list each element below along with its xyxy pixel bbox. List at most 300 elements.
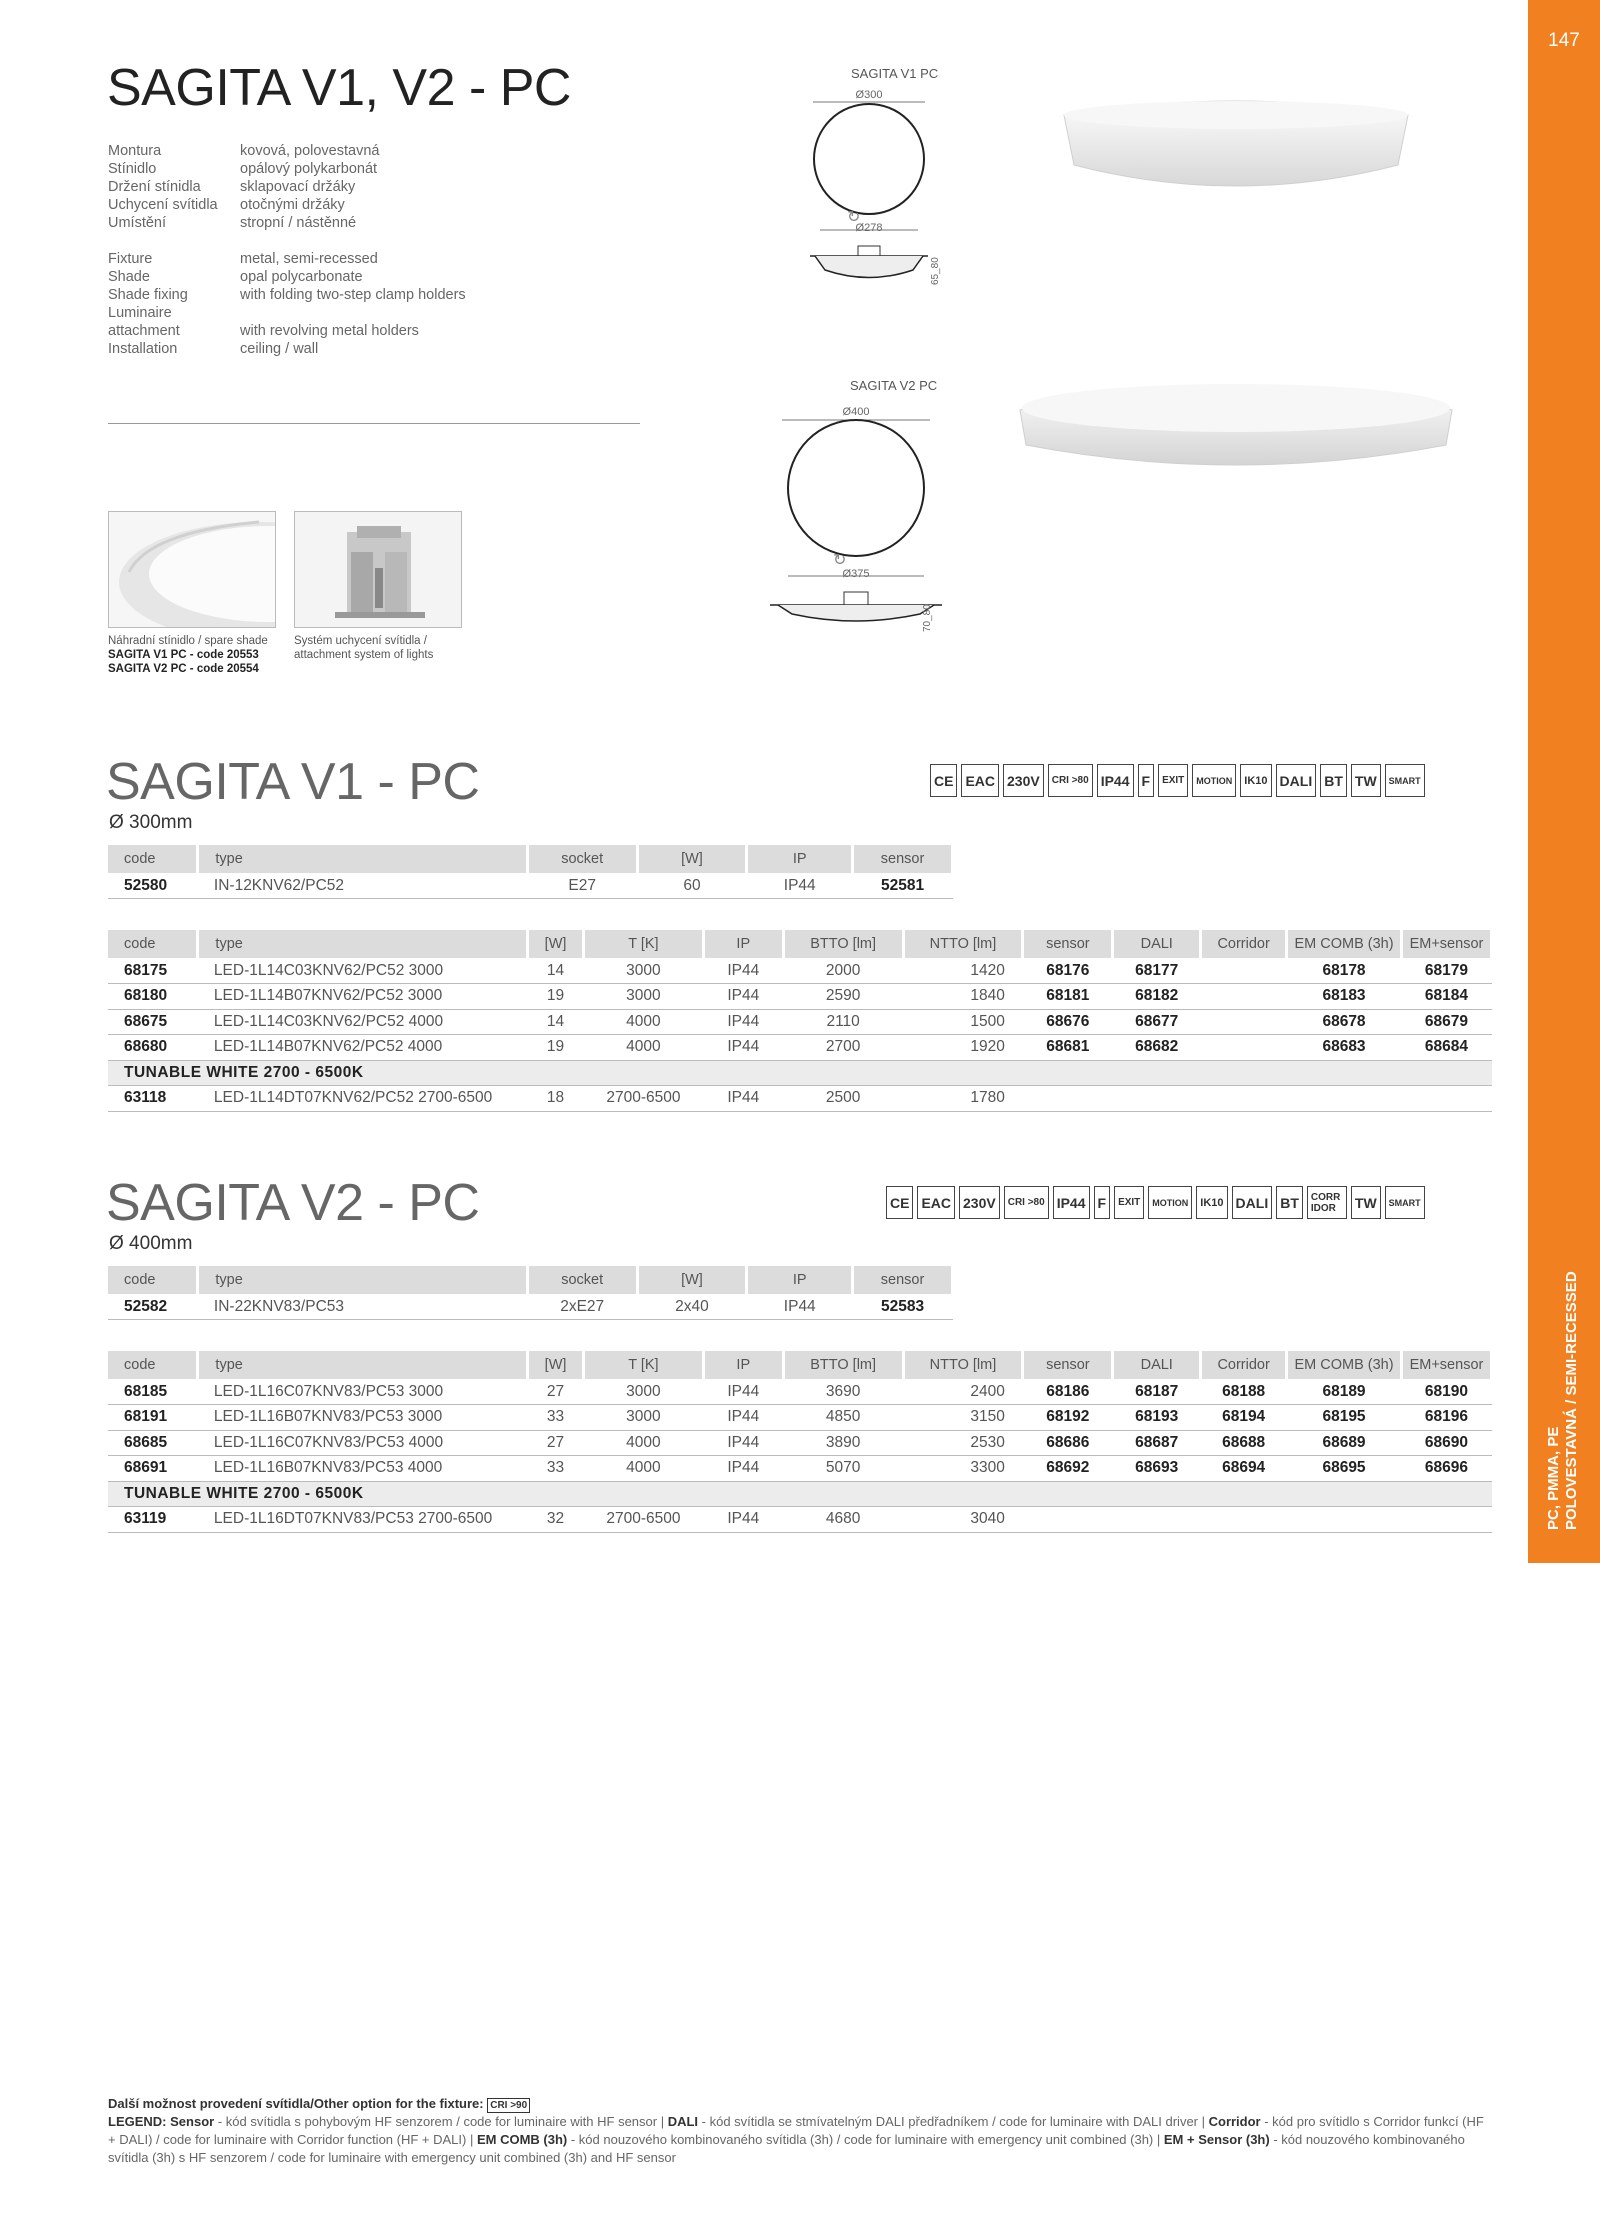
cell-dali: 68193 — [1113, 1405, 1201, 1431]
cell-watts: 19 — [528, 1035, 584, 1061]
cell-dali: 68687 — [1113, 1430, 1201, 1456]
socket-table-v1 — [108, 845, 954, 899]
cell-btto: 2590 — [783, 984, 903, 1010]
separator-line — [108, 423, 640, 424]
spec-row — [108, 160, 466, 178]
spare-shade-thumbnail — [108, 511, 276, 628]
column-header: sensor — [853, 845, 953, 873]
cell-corridor — [1201, 958, 1287, 984]
cell-em-comb — [1287, 1086, 1402, 1112]
column-header: Corridor — [1201, 1351, 1287, 1379]
side-profile — [815, 256, 923, 278]
spec-row — [108, 304, 466, 322]
cell-sensor: 52581 — [853, 873, 953, 899]
cell-ntto: 1420 — [903, 958, 1023, 984]
cell-code: 68680 — [108, 1035, 198, 1061]
cell-em-sensor: 68179 — [1401, 958, 1491, 984]
tunable-white-row — [108, 1481, 1492, 1507]
voltage-230v-icon: 230V — [959, 1186, 1000, 1219]
cell-code: 68675 — [108, 1009, 198, 1035]
spec-label: attachment — [108, 323, 180, 339]
ce-icon: CE — [930, 764, 957, 797]
legend-text: - kód nouzového kombinovaného svítidla (3h) / code for luminaire with emergency unit combined (3h) | — [567, 2132, 1164, 2147]
column-header: sensor — [1023, 1351, 1113, 1379]
caption-line: Náhradní stínidlo / spare shade — [108, 635, 268, 647]
cell-dali — [1113, 1507, 1201, 1533]
spec-label: Uchycení svítidla — [108, 197, 218, 213]
cell-ntto: 1780 — [903, 1086, 1023, 1112]
spec-value: with revolving metal holders — [240, 323, 419, 339]
tunable-white-label: TUNABLE WHITE 2700 - 6500K — [108, 1481, 1492, 1507]
cell-em-comb: 68695 — [1287, 1456, 1402, 1482]
cell-btto: 3890 — [783, 1430, 903, 1456]
cell-temp: 4000 — [584, 1009, 704, 1035]
cell-watts: 60 — [637, 873, 747, 899]
cell-ip: IP44 — [703, 984, 783, 1010]
tunable-white-icon: TW — [1351, 1186, 1381, 1219]
column-header: code — [108, 845, 198, 873]
table-row — [108, 1430, 1492, 1456]
diagram-v2-label: SAGITA V2 PC — [850, 378, 938, 393]
cell-corridor: 68688 — [1201, 1430, 1287, 1456]
cell-dali: 68177 — [1113, 958, 1201, 984]
column-header: IP — [703, 930, 783, 958]
legend-text: - kód svítidla se stmívatelným DALI předřadníkem / code for luminaire with DALI driver | — [698, 2114, 1209, 2129]
cell-temp: 3000 — [584, 958, 704, 984]
bluetooth-icon: BT — [1276, 1186, 1303, 1219]
cell-temp: 3000 — [584, 984, 704, 1010]
cell-socket: E27 — [527, 873, 637, 899]
legend-label: LEGEND: — [108, 2114, 167, 2129]
spec-label: Luminaire — [108, 305, 172, 321]
spec-row — [108, 142, 466, 160]
section-title-v2: SAGITA V2 - PC — [106, 1174, 480, 1232]
cell-em-sensor — [1401, 1507, 1491, 1533]
page-title: SAGITA V1, V2 - PC — [107, 59, 571, 117]
diagram-v2 — [770, 400, 950, 640]
specs-block — [108, 142, 466, 358]
rotate-icon: ↻ — [833, 552, 847, 569]
tunable-white-label: TUNABLE WHITE 2700 - 6500K — [108, 1060, 1492, 1086]
footer-legend — [108, 2095, 1493, 2167]
cell-sensor: 68681 — [1023, 1035, 1113, 1061]
attachment-system-image — [295, 512, 462, 628]
column-header: DALI — [1113, 930, 1201, 958]
cell-corridor: 68194 — [1201, 1405, 1287, 1431]
holder — [858, 246, 880, 256]
attachment-system-thumbnail — [294, 511, 462, 628]
rotate-icon: ↻ — [847, 209, 861, 226]
column-header: type — [198, 845, 527, 873]
dali-icon: DALI — [1276, 764, 1317, 797]
dimension-cut: Ø278 — [855, 222, 883, 234]
cell-em-sensor: 68690 — [1401, 1430, 1491, 1456]
top-view-circle — [788, 420, 924, 556]
table-row — [108, 1456, 1492, 1482]
legend-term: EM COMB (3h) — [476, 2132, 568, 2147]
spec-value: opálový polykarbonát — [240, 161, 378, 177]
column-header: IP — [747, 845, 853, 873]
f-mark-icon: F — [1138, 764, 1155, 797]
led-table-v2 — [108, 1351, 1493, 1533]
cell-temp: 3000 — [584, 1405, 704, 1431]
cell-watts: 32 — [528, 1507, 584, 1533]
eac-icon: EAC — [961, 764, 999, 797]
cell-em-comb: 68183 — [1287, 984, 1402, 1010]
voltage-230v-icon: 230V — [1003, 764, 1044, 797]
table-header — [108, 1266, 953, 1294]
cell-ntto: 3300 — [903, 1456, 1023, 1482]
cell-ip: IP44 — [703, 958, 783, 984]
ik10-icon: IK10 — [1240, 764, 1271, 797]
column-header: type — [198, 1266, 527, 1294]
table-row — [108, 1405, 1492, 1431]
table-header — [108, 845, 953, 873]
column-header: Corridor — [1201, 930, 1287, 958]
cell-code: 52580 — [108, 873, 198, 899]
table-row — [108, 1086, 1492, 1112]
cell-code: 63119 — [108, 1507, 198, 1533]
page-number: 147 — [1548, 30, 1580, 51]
eac-icon: EAC — [917, 1186, 955, 1219]
cri-icon: CRI >80 — [1048, 764, 1093, 797]
cell-type: LED-1L16B07KNV83/PC53 4000 — [198, 1456, 528, 1482]
cell-btto: 2000 — [783, 958, 903, 984]
cell-temp: 3000 — [584, 1379, 704, 1405]
diameter-v1: Ø 300mm — [109, 812, 193, 833]
ik10-icon: IK10 — [1196, 1186, 1227, 1219]
cell-temp: 4000 — [584, 1430, 704, 1456]
spec-value: otočnými držáky — [240, 197, 345, 213]
cell-sensor: 68186 — [1023, 1379, 1113, 1405]
side-category-label — [1545, 1271, 1581, 1530]
ip44-icon: IP44 — [1053, 1186, 1090, 1219]
table-row — [108, 1294, 953, 1320]
spec-label: Fixture — [108, 251, 153, 267]
spec-row — [108, 340, 466, 358]
caption-line: attachment system of lights — [294, 649, 434, 661]
cell-watts: 27 — [528, 1430, 584, 1456]
diagram-v1-label: SAGITA V1 PC — [851, 66, 939, 81]
spec-label: Montura — [108, 143, 162, 159]
attachment-caption — [294, 634, 433, 662]
legend-text: - kód svítidla s pohybovým HF senzorem / code for luminaire with HF sensor | — [214, 2114, 668, 2129]
section-title-v1: SAGITA V1 - PC — [106, 753, 480, 811]
spec-label: Umístění — [108, 215, 167, 231]
cell-em-sensor: 68684 — [1401, 1035, 1491, 1061]
column-header: sensor — [853, 1266, 953, 1294]
ip44-icon: IP44 — [1097, 764, 1134, 797]
table-row — [108, 1009, 1492, 1035]
cell-watts: 14 — [528, 1009, 584, 1035]
cell-ntto: 1840 — [903, 984, 1023, 1010]
cell-sensor: 68192 — [1023, 1405, 1113, 1431]
legend-term: Corridor — [1208, 2114, 1261, 2129]
spec-row — [108, 178, 466, 196]
diagram-v1 — [790, 80, 950, 290]
cell-sensor: 68176 — [1023, 958, 1113, 984]
column-header: IP — [747, 1266, 853, 1294]
cell-btto: 2110 — [783, 1009, 903, 1035]
f-mark-icon: F — [1094, 1186, 1111, 1219]
cell-code: 68691 — [108, 1456, 198, 1482]
spec-row — [108, 268, 466, 286]
column-header: EM+sensor — [1401, 930, 1491, 958]
column-header: [W] — [528, 1351, 584, 1379]
cell-type: LED-1L14B07KNV62/PC52 4000 — [198, 1035, 528, 1061]
cell-btto: 4850 — [783, 1405, 903, 1431]
cell-em-sensor: 68196 — [1401, 1405, 1491, 1431]
column-header: EM+sensor — [1401, 1351, 1491, 1379]
spare-shade-caption — [108, 634, 268, 676]
column-header: BTTO [lm] — [783, 930, 903, 958]
certification-icons-v1 — [930, 764, 1425, 797]
cell-em-sensor — [1401, 1086, 1491, 1112]
cell-em-sensor: 68696 — [1401, 1456, 1491, 1482]
spec-row — [108, 286, 466, 304]
cell-btto: 4680 — [783, 1507, 903, 1533]
column-header: T [K] — [584, 1351, 704, 1379]
motion-sensor-icon: MOTION — [1192, 764, 1236, 797]
cell-ip: IP44 — [703, 1086, 783, 1112]
cell-code: 52582 — [108, 1294, 198, 1320]
spec-row — [108, 250, 466, 268]
cell-em-comb: 68189 — [1287, 1379, 1402, 1405]
cell-type: IN-22KNV83/PC53 — [198, 1294, 527, 1320]
cell-em-comb: 68683 — [1287, 1035, 1402, 1061]
tunable-white-row — [108, 1060, 1492, 1086]
cell-temp: 4000 — [584, 1035, 704, 1061]
side-profile — [778, 605, 934, 621]
cell-em-comb: 68678 — [1287, 1009, 1402, 1035]
cell-watts: 2x40 — [637, 1294, 747, 1320]
cell-type: LED-1L16B07KNV83/PC53 3000 — [198, 1405, 528, 1431]
legend-text: - kód pro svítidlo s Corridor funkcí (HF + DALI) / code for luminaire with Corridor function (HF + DALI) | — [108, 2114, 1484, 2147]
cell-sensor: 68181 — [1023, 984, 1113, 1010]
cell-sensor — [1023, 1086, 1113, 1112]
table-row — [108, 958, 1492, 984]
cell-em-comb — [1287, 1507, 1402, 1533]
cell-sensor: 68676 — [1023, 1009, 1113, 1035]
cell-code: 68191 — [108, 1405, 198, 1431]
cell-type: LED-1L14C03KNV62/PC52 3000 — [198, 958, 528, 984]
emergency-exit-icon: EXIT — [1158, 764, 1188, 797]
side-label-line-2: POLOVESTAVNÁ / SEMI-RECESSED — [1563, 1271, 1580, 1530]
cell-ntto: 3040 — [903, 1507, 1023, 1533]
motion-sensor-icon: MOTION — [1148, 1186, 1192, 1219]
spare-shade-image — [109, 512, 276, 628]
column-header: T [K] — [584, 930, 704, 958]
cell-em-comb: 68178 — [1287, 958, 1402, 984]
cell-sensor — [1023, 1507, 1113, 1533]
column-header: code — [108, 930, 198, 958]
cell-sensor: 52583 — [853, 1294, 953, 1320]
caption-code: SAGITA V2 PC - code 20554 — [108, 663, 259, 675]
cell-em-comb: 68689 — [1287, 1430, 1402, 1456]
cell-type: IN-12KNV62/PC52 — [198, 873, 527, 899]
column-header: NTTO [lm] — [903, 1351, 1023, 1379]
cell-temp: 2700-6500 — [584, 1507, 704, 1533]
caption-line: Systém uchycení svítidla / — [294, 635, 427, 647]
cell-ip: IP44 — [747, 1294, 853, 1320]
spec-value: stropní / nástěnné — [240, 215, 357, 231]
dimension-height: 65_80 — [930, 257, 941, 285]
column-header: [W] — [637, 1266, 747, 1294]
column-header: [W] — [528, 930, 584, 958]
cell-em-sensor: 68679 — [1401, 1009, 1491, 1035]
cell-dali: 68682 — [1113, 1035, 1201, 1061]
cell-socket: 2xE27 — [527, 1294, 637, 1320]
cell-watts: 14 — [528, 958, 584, 984]
column-header: BTTO [lm] — [783, 1351, 903, 1379]
cell-code: 68175 — [108, 958, 198, 984]
cell-dali: 68187 — [1113, 1379, 1201, 1405]
column-header: [W] — [637, 845, 747, 873]
table-header — [108, 930, 1492, 958]
spec-value: sklapovací držáky — [240, 179, 356, 195]
cell-watts: 27 — [528, 1379, 584, 1405]
cell-corridor — [1201, 984, 1287, 1010]
cell-btto: 5070 — [783, 1456, 903, 1482]
cell-dali: 68693 — [1113, 1456, 1201, 1482]
bluetooth-icon: BT — [1320, 764, 1347, 797]
table-row — [108, 1379, 1492, 1405]
column-header: code — [108, 1351, 198, 1379]
cell-type: LED-1L16C07KNV83/PC53 4000 — [198, 1430, 528, 1456]
cell-type: LED-1L16DT07KNV83/PC53 2700-6500 — [198, 1507, 528, 1533]
led-table-v1 — [108, 930, 1493, 1112]
cell-ip: IP44 — [703, 1035, 783, 1061]
column-header: NTTO [lm] — [903, 930, 1023, 958]
dimension-height: 70_80 — [922, 604, 933, 632]
cell-ip: IP44 — [747, 873, 853, 899]
spec-label: Držení stínidla — [108, 179, 201, 195]
holder — [844, 592, 868, 605]
column-header: socket — [527, 845, 637, 873]
spec-row — [108, 214, 466, 232]
dimension-outer: Ø400 — [842, 406, 870, 418]
spec-label: Shade fixing — [108, 287, 188, 303]
product-photo-v2 — [1016, 370, 1456, 480]
column-header: type — [198, 930, 528, 958]
cell-em-sensor: 68184 — [1401, 984, 1491, 1010]
cell-corridor: 68694 — [1201, 1456, 1287, 1482]
top-view-circle — [814, 104, 924, 214]
table-row — [108, 1507, 1492, 1533]
column-header: EM COMB (3h) — [1287, 930, 1402, 958]
cell-corridor — [1201, 1035, 1287, 1061]
column-header: sensor — [1023, 930, 1113, 958]
cri-90-badge: CRI >90 — [487, 2098, 530, 2113]
cell-temp: 2700-6500 — [584, 1086, 704, 1112]
dimension-cut: Ø375 — [842, 568, 870, 580]
cell-ip: IP44 — [703, 1507, 783, 1533]
spec-value: ceiling / wall — [240, 341, 319, 357]
table-row — [108, 1035, 1492, 1061]
spec-label: Shade — [108, 269, 150, 285]
cell-code: 63118 — [108, 1086, 198, 1112]
cell-type: LED-1L14C03KNV62/PC52 4000 — [198, 1009, 528, 1035]
table-header — [108, 1351, 1492, 1379]
column-header: IP — [703, 1351, 783, 1379]
cell-btto: 2500 — [783, 1086, 903, 1112]
column-header: EM COMB (3h) — [1287, 1351, 1402, 1379]
cell-corridor — [1201, 1009, 1287, 1035]
cell-em-comb: 68195 — [1287, 1405, 1402, 1431]
footer-option-text: Další možnost provedení svítidla/Other option for the fixture: — [108, 2096, 484, 2111]
spec-value: opal polycarbonate — [240, 269, 363, 285]
cell-sensor: 68686 — [1023, 1430, 1113, 1456]
cell-temp: 4000 — [584, 1456, 704, 1482]
cell-ip: IP44 — [703, 1009, 783, 1035]
emergency-exit-icon: EXIT — [1114, 1186, 1144, 1219]
column-header: code — [108, 1266, 198, 1294]
cell-ntto: 2400 — [903, 1379, 1023, 1405]
spec-row — [108, 196, 466, 214]
cell-btto: 3690 — [783, 1379, 903, 1405]
column-header: type — [198, 1351, 528, 1379]
cell-em-sensor: 68190 — [1401, 1379, 1491, 1405]
spec-row — [108, 322, 466, 340]
cell-type: LED-1L16C07KNV83/PC53 3000 — [198, 1379, 528, 1405]
cri-icon: CRI >80 — [1004, 1186, 1049, 1219]
cell-ip: IP44 — [703, 1456, 783, 1482]
dimension-outer: Ø300 — [855, 89, 883, 101]
socket-table-v2 — [108, 1266, 954, 1320]
dali-icon: DALI — [1232, 1186, 1273, 1219]
cell-type: LED-1L14B07KNV62/PC52 3000 — [198, 984, 528, 1010]
table-row — [108, 873, 953, 899]
spec-value: with folding two-step clamp holders — [240, 287, 466, 303]
cell-ntto: 3150 — [903, 1405, 1023, 1431]
caption-code: SAGITA V1 PC - code 20553 — [108, 649, 259, 661]
column-header: socket — [527, 1266, 637, 1294]
cell-ip: IP44 — [703, 1405, 783, 1431]
diameter-v2: Ø 400mm — [109, 1233, 193, 1254]
side-label-line-1: PC, PMMA, PE — [1545, 1426, 1562, 1530]
cell-code: 68185 — [108, 1379, 198, 1405]
cell-dali: 68677 — [1113, 1009, 1201, 1035]
spec-label: Stínidlo — [108, 161, 157, 177]
ce-icon: CE — [886, 1186, 913, 1219]
tunable-white-icon: TW — [1351, 764, 1381, 797]
legend-term: EM + Sensor (3h) — [1163, 2132, 1270, 2147]
spec-value: kovová, polovestavná — [240, 143, 380, 159]
spec-value: metal, semi-recessed — [240, 251, 378, 267]
legend-term: DALI — [667, 2114, 699, 2129]
spec-label: Installation — [108, 341, 178, 357]
cell-dali — [1113, 1086, 1201, 1112]
smart-home-icon: SMART — [1385, 764, 1425, 797]
cell-watts: 18 — [528, 1086, 584, 1112]
cell-watts: 33 — [528, 1456, 584, 1482]
cell-watts: 19 — [528, 984, 584, 1010]
cell-ip: IP44 — [703, 1430, 783, 1456]
cell-code: 68180 — [108, 984, 198, 1010]
smart-home-icon: SMART — [1385, 1186, 1425, 1219]
cell-ntto: 2530 — [903, 1430, 1023, 1456]
legend-term: Sensor — [170, 2114, 215, 2129]
cell-sensor: 68692 — [1023, 1456, 1113, 1482]
cell-corridor — [1201, 1507, 1287, 1533]
column-header: DALI — [1113, 1351, 1201, 1379]
table-row — [108, 984, 1492, 1010]
cell-corridor — [1201, 1086, 1287, 1112]
corridor-icon: CORR IDOR — [1307, 1186, 1347, 1219]
cell-ntto: 1920 — [903, 1035, 1023, 1061]
product-photo-v1 — [1058, 95, 1414, 200]
cell-watts: 33 — [528, 1405, 584, 1431]
